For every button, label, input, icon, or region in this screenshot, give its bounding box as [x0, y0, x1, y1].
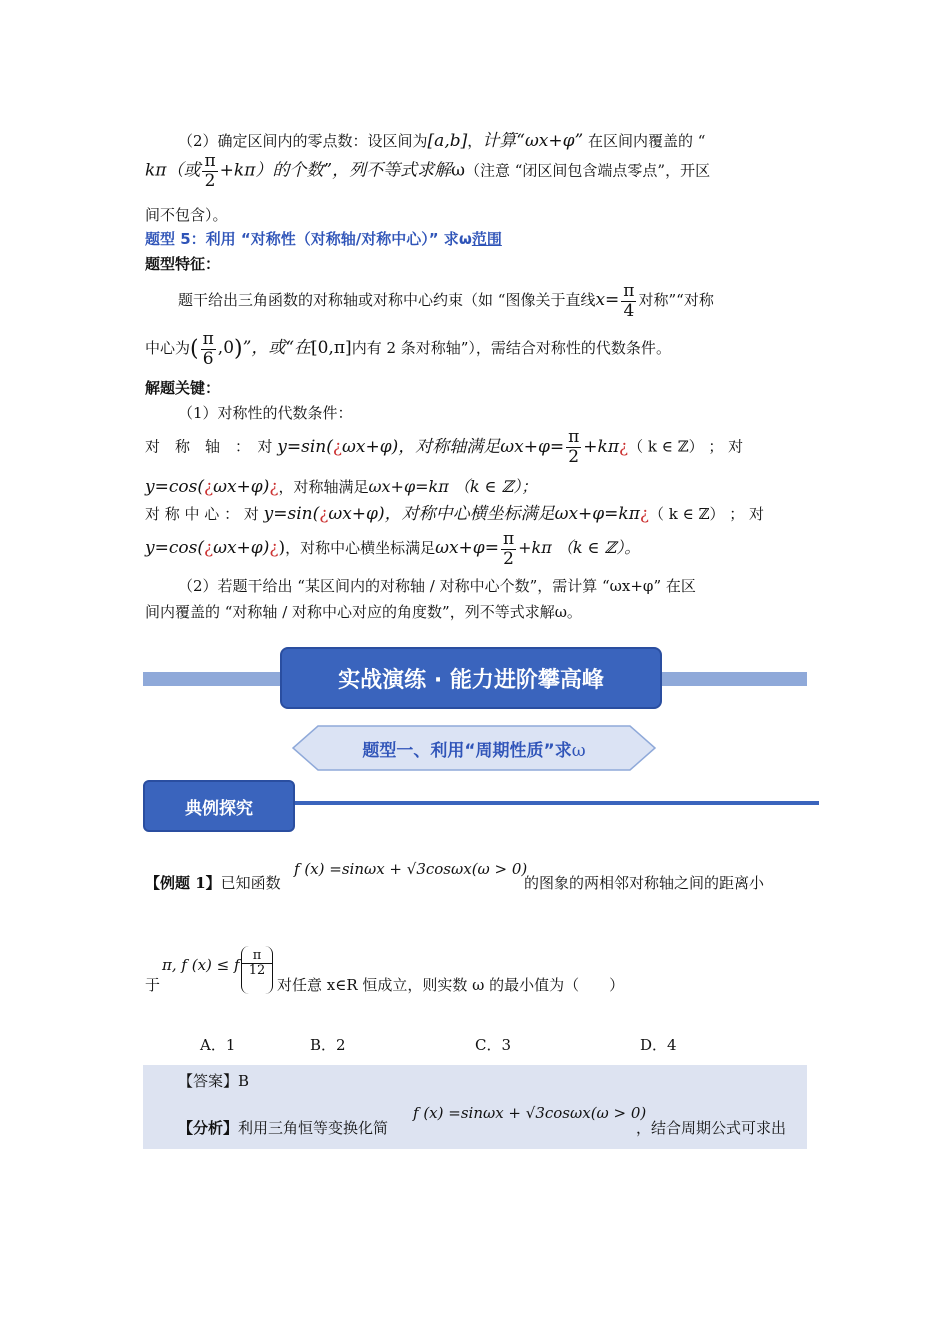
example1-post: 的图象的两相邻对称轴之间的距离小 — [524, 874, 765, 892]
center-sin4: （ k ∈ ℤ） ； 对 — [649, 505, 765, 523]
example1-cond: π, f (x) ≤ f — [162, 956, 240, 974]
inv-q: ¿ — [269, 477, 279, 497]
analysis-post: ，结合周期公式可求出 — [636, 1119, 787, 1137]
pi-over-2c — [501, 530, 516, 568]
frac-num: π — [568, 427, 580, 447]
example1-yu: 于 — [145, 976, 161, 994]
p1-line1 — [178, 126, 705, 151]
kpi: kπ — [145, 160, 167, 181]
choice-b[interactable]: B．2 — [310, 1036, 346, 1054]
x-eq: x= — [595, 290, 620, 311]
count-text: ）的个数”，列不等式求解 — [255, 160, 452, 181]
frac-den: 2 — [503, 548, 514, 569]
type5-omega: ω — [458, 230, 472, 248]
type1-text: 题型一、利用“周期性质”求 — [362, 741, 572, 761]
frac-den: 12 — [248, 963, 266, 979]
axis-sin: y=sin( — [277, 436, 333, 457]
choice-d[interactable]: D．4 — [640, 1036, 677, 1054]
center-cos-a: y=cos( — [145, 538, 204, 559]
example-pre: 已知函数 — [220, 874, 281, 892]
analysis-label: 【分析】 — [178, 1119, 239, 1137]
p1-line2 — [145, 152, 710, 190]
inv-q: ¿ — [639, 504, 650, 524]
frac-den: 2 — [204, 170, 216, 191]
frac-num: π — [623, 281, 635, 301]
cos-d: ωx+φ=kπ （k ∈ ℤ）； — [368, 477, 538, 496]
pi-over-6 — [201, 330, 216, 368]
note: （注意 “闭区间包含端点零点”，开区 — [464, 161, 711, 180]
center-sin2: ωx+φ) — [328, 504, 385, 524]
desc1b: 对称”“对称 — [638, 291, 714, 310]
p1-text-a: （2）确定区间内的零点数：设区间为 — [178, 132, 428, 150]
example1-func: f (x) =sinωx + √3cosωx(ω > 0) — [294, 860, 528, 878]
plus-kpi: +kπ — [219, 160, 256, 181]
inv-q: ¿ — [332, 436, 343, 457]
p1-text-b: ， — [467, 132, 483, 150]
frac-num: π — [202, 329, 214, 349]
center-line2: y=cos(¿ωx+φ)¿)，对称中心横坐标满足ωx+φ= $\frac{\pi}{2}$ +kπ （k ∈ ℤ）。 — [145, 529, 641, 569]
desc2c: 内有 2 条对称轴”），需结合对称性的代数条件。 — [351, 339, 671, 358]
frac-num: π — [502, 529, 515, 549]
analysis-line — [178, 1117, 388, 1138]
pi-over-2 — [202, 152, 217, 190]
example1-paren — [241, 946, 273, 994]
interval: [a,b] — [427, 131, 468, 151]
cos-c: ，对称轴满足 — [278, 478, 369, 496]
center-cos-b: ωx+φ) — [213, 538, 270, 559]
type1-label — [292, 736, 656, 761]
desc-line1 — [178, 282, 714, 320]
cos-b: ωx+φ) — [213, 477, 270, 497]
p1-text-c: 在区间内覆盖的 “ — [583, 132, 706, 150]
zero-pi: [0,π] — [311, 338, 352, 359]
frac-den: 2 — [568, 446, 580, 467]
center-cos-e: +kπ （k ∈ ℤ）。 — [518, 538, 641, 558]
pi-over-2b — [566, 428, 581, 466]
desc2b: ”，或“在 — [242, 338, 312, 359]
answer-label: 【答案】B — [178, 1072, 250, 1090]
key-label: 解题关键： — [145, 379, 221, 397]
frac-den: 4 — [623, 300, 635, 321]
p1-line3: 间不包含）。 — [145, 206, 228, 224]
feature-label: 题型特征： — [145, 255, 221, 273]
example-tab: 典例探究 — [143, 780, 295, 832]
inv-q: ¿ — [203, 538, 214, 559]
analysis-func: f (x) =sinωx + √3cosωx(ω > 0) — [413, 1104, 647, 1122]
center-sin: y=sin( — [263, 504, 320, 524]
desc1a: 题干给出三角函数的对称轴或对称中心约束（如 “图像关于直线 — [178, 291, 596, 310]
axis-sin4: +kπ — [583, 436, 619, 457]
count-line2: 间内覆盖的 “对称轴 / 对称中心对应的角度数”，列不等式求解ω。 — [145, 603, 582, 621]
center-cos-d: ωx+φ= — [435, 538, 499, 559]
or-text: （或 — [166, 160, 201, 181]
desc2a: 中心为 — [145, 339, 191, 358]
section-banner: 实战演练 · 能力进阶攀高峰 — [280, 647, 662, 709]
alg-label: （1）对称性的代数条件： — [178, 404, 353, 422]
center-label: 对 称 中 心 ： 对 — [145, 505, 259, 523]
zero: ,0 — [217, 338, 235, 359]
desc-line2: 中心为( $\frac{\pi}{6}$ ,0)”，或“在[0,π]内有 2 条对称轴”），需结合对称性的代数条件。 — [145, 329, 671, 369]
frac-den: 6 — [202, 348, 214, 369]
count-line1: （2）若题干给出 “某区间内的对称轴 / 对称中心个数”，需计算 “ωx+φ” 在区 — [178, 577, 696, 595]
center-line1 — [145, 499, 764, 524]
type1-omega: ω — [571, 741, 586, 761]
center-sin3: ，对称中心横坐标满足ωx+φ=kπ — [384, 504, 640, 524]
axis-sin5: （ k ∈ ℤ） ； 对 — [628, 437, 744, 456]
center-cos-c: ，对称中心横坐标满足 — [285, 539, 436, 558]
example1-line1 — [145, 872, 281, 893]
type5-heading — [145, 228, 502, 249]
choice-c[interactable]: C．3 — [475, 1036, 512, 1054]
type5-title: 题型 5：利用 “对称性（对称轴/对称中心）” 求 — [145, 230, 459, 248]
inv-q: ¿ — [619, 436, 629, 457]
inv-q: ¿ — [319, 504, 329, 524]
axis-line2 — [145, 474, 537, 497]
example1-cond-post: 对任意 x∈R 恒成立，则实数 ω 的最小值为（ ） — [277, 976, 625, 994]
pi-over-4 — [621, 282, 636, 320]
example-tag: 【例题 1】 — [145, 874, 221, 892]
choice-a[interactable]: A．1 — [200, 1036, 236, 1054]
inv-q: ¿ — [269, 538, 279, 559]
cos-a: y=cos( — [145, 477, 204, 497]
omega: ω — [451, 160, 465, 181]
analysis-pre: 利用三角恒等变换化简 — [238, 1119, 389, 1137]
frac-num: π — [204, 151, 216, 171]
type5-range: 范围 — [471, 230, 502, 248]
axis-sin2: ωx+φ) — [342, 436, 399, 457]
calc-expr: 计算“ωx+φ” — [482, 131, 584, 151]
pi-over-12 — [242, 949, 272, 979]
axis-sin3: ，对称轴满足ωx+φ= — [398, 436, 565, 457]
axis-line1 — [145, 428, 743, 466]
example-line — [295, 801, 819, 805]
axis-label: 对 称 轴 ： 对 — [145, 437, 273, 456]
frac-num: π — [242, 949, 272, 964]
inv-q: ¿ — [203, 477, 214, 497]
